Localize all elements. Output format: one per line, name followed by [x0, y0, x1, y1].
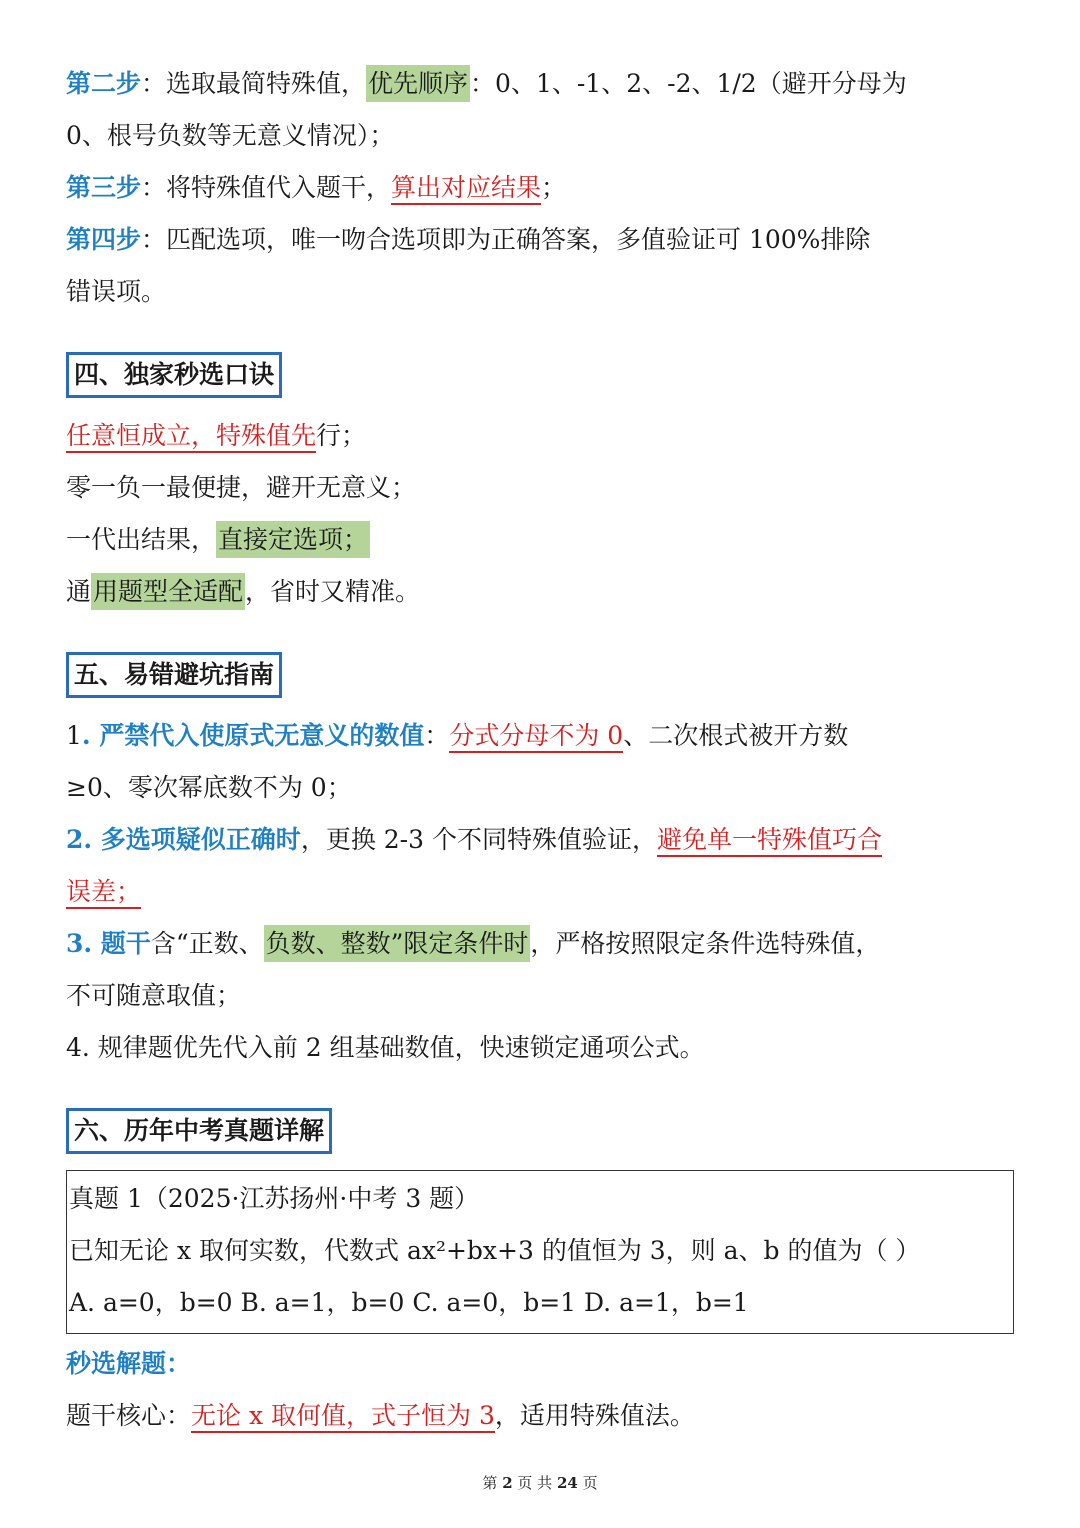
mnemonic-line-1 [66, 410, 1016, 462]
solution-core [66, 1390, 1016, 1442]
pitfall-2-red-cont: 误差； [66, 877, 141, 909]
pitfall-3-highlight: 负数、整数”限定条件时 [264, 925, 531, 962]
mnemonic-3-highlight: 直接定选项； [216, 521, 370, 558]
pitfall-1-title: . 严禁代入使原式无意义的数值 [81, 721, 425, 750]
question-box [66, 1170, 1014, 1334]
pitfall-2-title: 2. 多选项疑似正确时 [66, 825, 301, 854]
pitfall-3-a: 含“正数、 [150, 929, 264, 958]
pitfall-3-line1 [66, 918, 1016, 970]
step2-rest: ：0、1、-1、2、-2、1/2（避开分母为 [470, 69, 907, 98]
pitfall-2-red: 避免单一特殊值巧合 [657, 825, 882, 857]
solution-core-red: 无论 x 取何值，式子恒为 3 [191, 1401, 495, 1433]
pitfall-1-line1 [66, 710, 1016, 762]
solution-core-pre: 题干核心： [66, 1401, 192, 1430]
footer-post: 页 [577, 1474, 598, 1492]
page-footer [0, 1472, 1080, 1493]
pitfall-2-line2 [66, 866, 1016, 918]
step4-line1 [66, 214, 1016, 266]
footer-total-pages: 24 [556, 1474, 578, 1492]
solution-core-end: ，适用特殊值法。 [494, 1401, 695, 1430]
pitfall-1-number: 1 [66, 721, 82, 750]
step4-label: 第四步 [66, 225, 142, 254]
step4-line2: 错误项。 [66, 277, 167, 306]
question-stem: 已知无论 x 取何实数，代数式 ax²+bx+3 的值恒为 3，则 a、b 的值为（ ） [69, 1236, 921, 1265]
footer-pre: 第 [482, 1474, 503, 1492]
step3-line [66, 162, 1016, 214]
mnemonic-4-highlight: 用题型全适配 [91, 573, 245, 610]
step2-highlight: 优先顺序 [366, 65, 470, 102]
pitfall-3-b: ，严格按照限定条件选特殊值， [530, 929, 881, 958]
question-options: A. a=0，b=0 B. a=1，b=0 C. a=0，b=1 D. a=1，b=1 [69, 1288, 749, 1317]
pitfall-1-line2: ≥0、零次幂底数不为 0； [66, 773, 352, 802]
question-title: 真题 1（2025·江苏扬州·中考 3 题） [69, 1184, 480, 1213]
mnemonic-line-2: 零一负一最便捷，避开无意义； [66, 473, 417, 502]
solution-label [66, 1338, 1016, 1390]
pitfall-1-red: 分式分母不为 0 [449, 721, 623, 753]
step3-red: 算出对应结果 [391, 173, 541, 205]
step3-label: 第三步 [66, 173, 142, 202]
step2-text: ：选取最简特殊值， [141, 69, 367, 98]
mnemonic-3-pre: 一代出结果， [66, 525, 217, 554]
step2-line2: 0、根号负数等无意义情况）； [66, 121, 395, 150]
mnemonic-end: 行； [316, 421, 367, 450]
step4-text: ：匹配选项，唯一吻合选项即为正确答案，多值验证可 100%排除 [141, 225, 871, 254]
footer-page-number: 2 [502, 1474, 513, 1492]
step2-line1 [66, 58, 1016, 110]
mnemonic-line-4 [66, 566, 1016, 618]
section-5-heading: 五、易错避坑指南 [66, 652, 282, 698]
step3-text: ：将特殊值代入题干， [141, 173, 392, 202]
pitfall-2-line1 [66, 814, 1016, 866]
pitfall-3-line2: 不可随意取值； [66, 981, 242, 1010]
pitfall-3-title: 3. 题干 [66, 929, 151, 958]
document-body [66, 58, 1016, 1442]
section-6-heading: 六、历年中考真题详解 [66, 1108, 332, 1154]
step3-end: ； [541, 173, 567, 202]
mnemonic-4-pre: 通 [66, 577, 92, 606]
pitfall-4: 4. 规律题优先代入前 2 组基础数值，快速锁定通项公式。 [66, 1033, 705, 1062]
mnemonic-red: 任意恒成立，特殊值先 [66, 421, 316, 453]
mnemonic-line-3 [66, 514, 1016, 566]
step2-label: 第二步 [66, 69, 142, 98]
pitfall-2-text: ，更换 2-3 个不同特殊值验证， [300, 825, 657, 854]
pitfall-1-colon: ： [424, 721, 450, 750]
mnemonic-4-end: ，省时又精准。 [245, 577, 421, 606]
section-4-heading: 四、独家秒选口诀 [66, 352, 282, 398]
footer-mid: 页 共 [512, 1474, 557, 1492]
solution-label-text: 秒选解题： [66, 1349, 192, 1378]
pitfall-1-end: 、二次根式被开方数 [623, 721, 849, 750]
